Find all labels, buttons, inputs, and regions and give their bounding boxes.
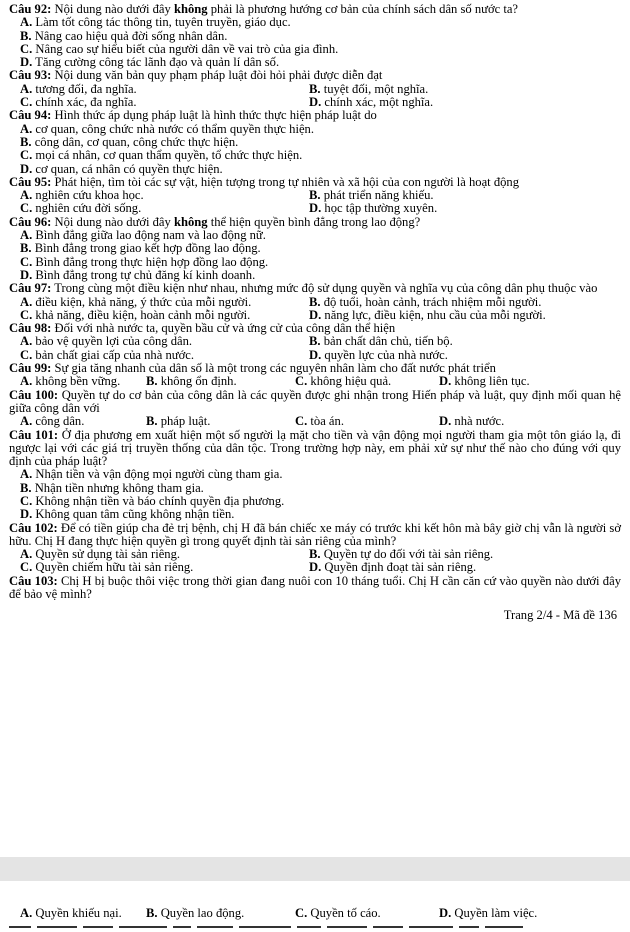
answer-option (309, 335, 453, 348)
option-text: Quyền lao động. (157, 907, 245, 920)
question-text: Nội dung nào dưới đây (51, 214, 174, 229)
answer-option (309, 189, 434, 202)
answer-option (20, 375, 146, 388)
answer-option (439, 415, 504, 428)
option-text: Quyền chiếm hữu tài sản riêng. (32, 561, 194, 575)
option-label: C. (20, 494, 33, 508)
question-stem (9, 282, 621, 295)
answer-option (309, 202, 437, 215)
question-number: Câu 94: (9, 108, 52, 123)
answer-option (20, 83, 309, 96)
option-label: A. (20, 82, 33, 96)
question-number: Câu 103: (9, 573, 58, 588)
question-text: Để có tiền giúp cha đẻ trị bệnh, chị H đã bán chiếc xe máy có trước khi kết hôn mà bây giờ chị vẫn là người sở hữu. Chị H đang thực hiện quyền gì trong quyết định tài sản riêng của mình? (9, 520, 621, 548)
option-row (20, 349, 621, 362)
question-emphasis: không (173, 214, 208, 229)
answer-option (146, 375, 295, 388)
question-number: Câu 100: (9, 387, 59, 402)
option-row (20, 482, 621, 495)
option-text: tương đối, đa nghĩa. (32, 82, 137, 96)
option-label: D. (309, 561, 322, 575)
question-stem (9, 176, 621, 189)
option-text: Quyền làm việc. (451, 907, 538, 920)
option-label: C. (295, 415, 308, 429)
option-text: Quyền tố cáo. (307, 907, 381, 920)
option-row (20, 83, 621, 96)
question (9, 176, 621, 216)
option-text: tuyệt đối, một nghĩa. (320, 82, 429, 96)
option-text: tòa án. (307, 415, 344, 429)
question-text: Hình thức áp dụng pháp luật là hình thức thực hiện pháp luật do (51, 108, 377, 123)
option-text: năng lực, điều kiện, nhu cầu của mỗi người. (321, 308, 546, 322)
answer-option (20, 495, 284, 508)
question-emphasis: không (173, 2, 208, 16)
question (9, 282, 621, 322)
question (9, 362, 621, 389)
options (9, 296, 621, 323)
answer-option (20, 548, 309, 561)
answer-option (20, 163, 223, 176)
option-label: A. (20, 335, 33, 349)
question-text-end: phải là phương hướng cơ bản của chính sách dân số nước ta? (207, 2, 519, 16)
answer-option (20, 149, 302, 162)
option-label: B. (20, 135, 32, 149)
option-text: không ổn định. (157, 375, 237, 389)
answer-option (20, 16, 291, 29)
answer-option (20, 30, 227, 43)
option-text: pháp luật. (157, 415, 211, 429)
answer-option (20, 56, 279, 69)
option-text: độ tuổi, hoàn cảnh, trách nhiệm mỗi người. (320, 295, 542, 309)
option-row (20, 242, 621, 255)
question-text: Trong cùng một điều kiện như nhau, nhưng mức độ sử dụng quyền và nghĩa vụ của công dân phụ thuộc vào (51, 281, 598, 296)
options (9, 415, 621, 428)
option-row (20, 30, 621, 43)
option-label: A. (20, 122, 33, 136)
option-label: B. (20, 242, 32, 256)
option-label: B. (146, 415, 158, 429)
option-text: Nhận tiền nhưng không tham gia. (31, 481, 204, 495)
option-row (20, 202, 621, 215)
option-label: C. (20, 561, 33, 575)
answer-option (20, 508, 234, 521)
option-label: C. (20, 96, 33, 110)
option-label: B. (309, 335, 321, 349)
answer-option (20, 296, 309, 309)
options (9, 335, 621, 362)
option-row (20, 907, 630, 920)
option-row (20, 229, 621, 242)
answer-option (20, 256, 268, 269)
options (9, 375, 621, 388)
answer-option (309, 83, 428, 96)
question-stem (9, 429, 621, 469)
option-text: Làm tốt công tác thông tin, tuyên truyền, giáo dục. (32, 16, 291, 30)
question-stem (9, 522, 621, 549)
options (9, 229, 621, 282)
option-text: không liên tục. (451, 375, 530, 389)
exam-page (9, 3, 621, 623)
option-label: C. (20, 202, 33, 216)
question-text: Sự gia tăng nhanh của dân số là một trong các nguyên nhân làm cho đất nước phát triển (51, 361, 496, 376)
question-text: Phát hiện, tìm tòi các sự vật, hiện tượng trong tự nhiên và xã hội của con người là hoạt động (51, 174, 520, 189)
option-text: bản chất dân chủ, tiến bộ. (320, 335, 453, 349)
answer-option (309, 96, 433, 109)
question-stem (9, 389, 621, 416)
option-text: Quyền định đoạt tài sản riêng. (321, 561, 477, 575)
option-text: cơ quan, công chức nhà nước có thẩm quyền thực hiện. (32, 122, 314, 136)
answer-option (20, 269, 255, 282)
option-row (20, 468, 621, 481)
question-number: Câu 97: (9, 281, 52, 296)
option-label: A. (20, 415, 33, 429)
option-text: chính xác, đa nghĩa. (32, 96, 137, 110)
option-text: Bình đẳng trong tự chủ đăng kí kinh doanh. (32, 268, 256, 282)
question (9, 575, 621, 602)
answer-option (295, 907, 439, 920)
answer-option (20, 189, 309, 202)
question (9, 522, 621, 575)
option-label: B. (309, 295, 321, 309)
answer-option (309, 309, 546, 322)
option-label: B. (20, 29, 32, 43)
option-text: Không nhận tiền và báo chính quyền địa phương. (32, 494, 285, 508)
option-label: C. (295, 375, 308, 389)
option-label: D. (439, 415, 452, 429)
answer-option (20, 96, 309, 109)
question-text: Đối với nhà nước ta, quyền bầu cử và ứng cử của công dân thể hiện (51, 321, 396, 336)
option-text: bảo vệ quyền lợi của công dân. (32, 335, 193, 349)
option-text: Bình đẳng trong thực hiện hợp đồng lao động. (32, 255, 269, 269)
option-row (20, 335, 621, 348)
cut-off-line (9, 926, 621, 932)
option-text: học tập thường xuyên. (321, 202, 438, 216)
option-label: D. (309, 348, 322, 362)
option-label: D. (20, 268, 33, 282)
option-text: Không quan tâm cũng không nhận tiền. (32, 508, 235, 522)
option-label: A. (20, 229, 33, 243)
answer-option (309, 561, 476, 574)
option-text: nghiên cứu khoa học. (32, 189, 144, 203)
answer-option (439, 375, 530, 388)
answer-option (20, 123, 314, 136)
answer-option (295, 415, 439, 428)
options (9, 16, 621, 69)
answer-option (20, 136, 238, 149)
option-label: C. (20, 308, 33, 322)
answer-option (20, 335, 309, 348)
option-row (20, 548, 621, 561)
option-text: công dân, cơ quan, công chức thực hiện. (31, 135, 239, 149)
option-label: D. (20, 508, 33, 522)
option-text: Nâng cao hiệu quả đời sống nhân dân. (31, 29, 228, 43)
question-number: Câu 93: (9, 68, 52, 83)
options (9, 83, 621, 110)
question-list (9, 3, 621, 601)
page-footer: Trang 2/4 - Mã đề 136 (503, 608, 617, 623)
option-label: C. (20, 255, 33, 269)
option-row (20, 56, 621, 69)
option-text: bản chất giai cấp của nhà nước. (32, 348, 194, 362)
answer-option (20, 907, 146, 920)
option-row (20, 561, 621, 574)
option-text: Bình đẳng trong giao kết hợp đồng lao động. (31, 242, 261, 256)
next-page-options (20, 907, 630, 920)
option-text: công dân. (32, 415, 85, 429)
answer-option (146, 907, 295, 920)
option-text: Quyền khiếu nại. (32, 907, 122, 920)
option-text: Bình đẳng giữa lao động nam và lao động nữ. (32, 229, 266, 243)
answer-option (20, 561, 309, 574)
option-label: A. (20, 295, 33, 309)
answer-option (20, 229, 266, 242)
answer-option (309, 296, 541, 309)
option-label: A. (20, 375, 33, 389)
question-number: Câu 101: (9, 427, 59, 442)
question (9, 389, 621, 429)
option-row (20, 149, 621, 162)
option-text: không bền vững. (32, 375, 121, 389)
option-text: nghiên cứu đời sống. (32, 202, 142, 216)
option-text: nhà nước. (451, 415, 505, 429)
option-text: Quyền sử dụng tài sản riêng. (32, 548, 181, 562)
options (9, 548, 621, 575)
option-row (20, 415, 621, 428)
question-stem (9, 3, 621, 16)
question-text: Quyền tự do cơ bản của công dân là các quyền được ghi nhận trong Hiến pháp và luật, quy định mối quan hệ giữa công dân với (9, 387, 621, 415)
options (9, 468, 621, 521)
question (9, 109, 621, 175)
option-label: D. (20, 56, 33, 70)
option-label: C. (20, 348, 33, 362)
option-row (20, 495, 621, 508)
question (9, 3, 621, 69)
option-label: C. (20, 149, 33, 163)
question-number: Câu 96: (9, 214, 52, 229)
question-number: Câu 102: (9, 520, 58, 535)
option-row (20, 256, 621, 269)
question-stem (9, 109, 621, 122)
question-text-end: thể hiện quyền bình đẳng trong lao động? (207, 214, 421, 229)
options (9, 123, 621, 176)
option-row (20, 123, 621, 136)
option-label: C. (20, 42, 33, 56)
option-text: khả năng, điều kiện, hoàn cảnh mỗi người. (32, 308, 251, 322)
page-separator (0, 857, 630, 881)
answer-option (20, 415, 146, 428)
option-label: D. (309, 308, 322, 322)
option-row (20, 309, 621, 322)
option-text: phát triển năng khiếu. (320, 189, 434, 203)
option-label: B. (146, 375, 158, 389)
answer-option (20, 242, 261, 255)
option-row (20, 375, 621, 388)
question (9, 69, 621, 109)
answer-option (20, 309, 309, 322)
question-text: Ở địa phương em xuất hiện một số người lạ mặt cho tiền và vận động mọi người tham gia một tôn giáo lạ, đi ngược lại với các giá trị truyền thống của dân tộc. Trong trường hợp này, em phải xử sự như thế nào cho đúng với quy định của pháp luật? (9, 427, 621, 469)
option-text: Quyền tự do đối với tài sản riêng. (320, 548, 494, 562)
option-label: D. (309, 202, 322, 216)
answer-option (20, 202, 309, 215)
answer-option (439, 907, 537, 920)
option-label: B. (309, 189, 321, 203)
question-number: Câu 92: (9, 2, 52, 16)
answer-option (20, 482, 204, 495)
option-text: Nâng cao sự hiểu biết của người dân về vai trò của gia đình. (32, 42, 339, 56)
option-label: D. (439, 375, 452, 389)
question-stem (9, 216, 621, 229)
option-row (20, 16, 621, 29)
question-stem (9, 575, 621, 602)
question-stem (9, 69, 621, 82)
option-label: B. (146, 907, 158, 920)
question-stem (9, 322, 621, 335)
option-text: Nhận tiền và vận động mọi người cùng tham gia. (32, 468, 283, 482)
option-text: Tăng cường công tác lãnh đạo và quản lí dân số. (32, 56, 280, 70)
question-number: Câu 99: (9, 361, 52, 376)
option-text: không hiệu quả. (307, 375, 392, 389)
question (9, 322, 621, 362)
question (9, 216, 621, 282)
answer-option (309, 349, 448, 362)
option-label: B. (309, 548, 321, 562)
option-row (20, 163, 621, 176)
option-label: B. (309, 82, 321, 96)
answer-option (295, 375, 439, 388)
answer-option (20, 349, 309, 362)
option-label: A. (20, 907, 33, 920)
answer-option (146, 415, 295, 428)
question (9, 429, 621, 522)
option-label: A. (20, 468, 33, 482)
option-text: chính xác, một nghĩa. (321, 96, 434, 110)
option-label: A. (20, 189, 33, 203)
option-text: cơ quan, cá nhân có quyền thực hiện. (32, 162, 223, 176)
answer-option (309, 548, 493, 561)
option-label: D. (439, 907, 452, 920)
option-label: B. (20, 481, 32, 495)
option-row (20, 136, 621, 149)
question-stem (9, 362, 621, 375)
option-text: quyền lực của nhà nước. (321, 348, 448, 362)
option-label: C. (295, 907, 308, 920)
option-label: D. (20, 162, 33, 176)
option-label: A. (20, 548, 33, 562)
options (9, 189, 621, 216)
option-row (20, 96, 621, 109)
question-text: Nội dung văn bản quy phạm pháp luật đòi hỏi phải được diễn đạt (51, 68, 383, 83)
option-text: mọi cá nhân, cơ quan thẩm quyền, tổ chức thực hiện. (32, 149, 303, 163)
option-row (20, 508, 621, 521)
question-text: Chị H bị buộc thôi việc trong thời gian đang nuôi con 10 tháng tuổi. Chị H cần căn cứ vào quyền nào dưới đây để bảo vệ mình? (9, 573, 621, 602)
answer-option (20, 468, 283, 481)
option-row (20, 43, 621, 56)
option-text: điều kiện, khả năng, ý thức của mỗi người. (32, 295, 252, 309)
question-number: Câu 98: (9, 321, 52, 336)
option-row (20, 269, 621, 282)
option-label: D. (309, 96, 322, 110)
option-label: A. (20, 16, 33, 30)
answer-option (20, 43, 338, 56)
question-number: Câu 95: (9, 174, 52, 189)
question-text: Nội dung nào dưới đây (51, 2, 174, 16)
option-row (20, 189, 621, 202)
option-row (20, 296, 621, 309)
